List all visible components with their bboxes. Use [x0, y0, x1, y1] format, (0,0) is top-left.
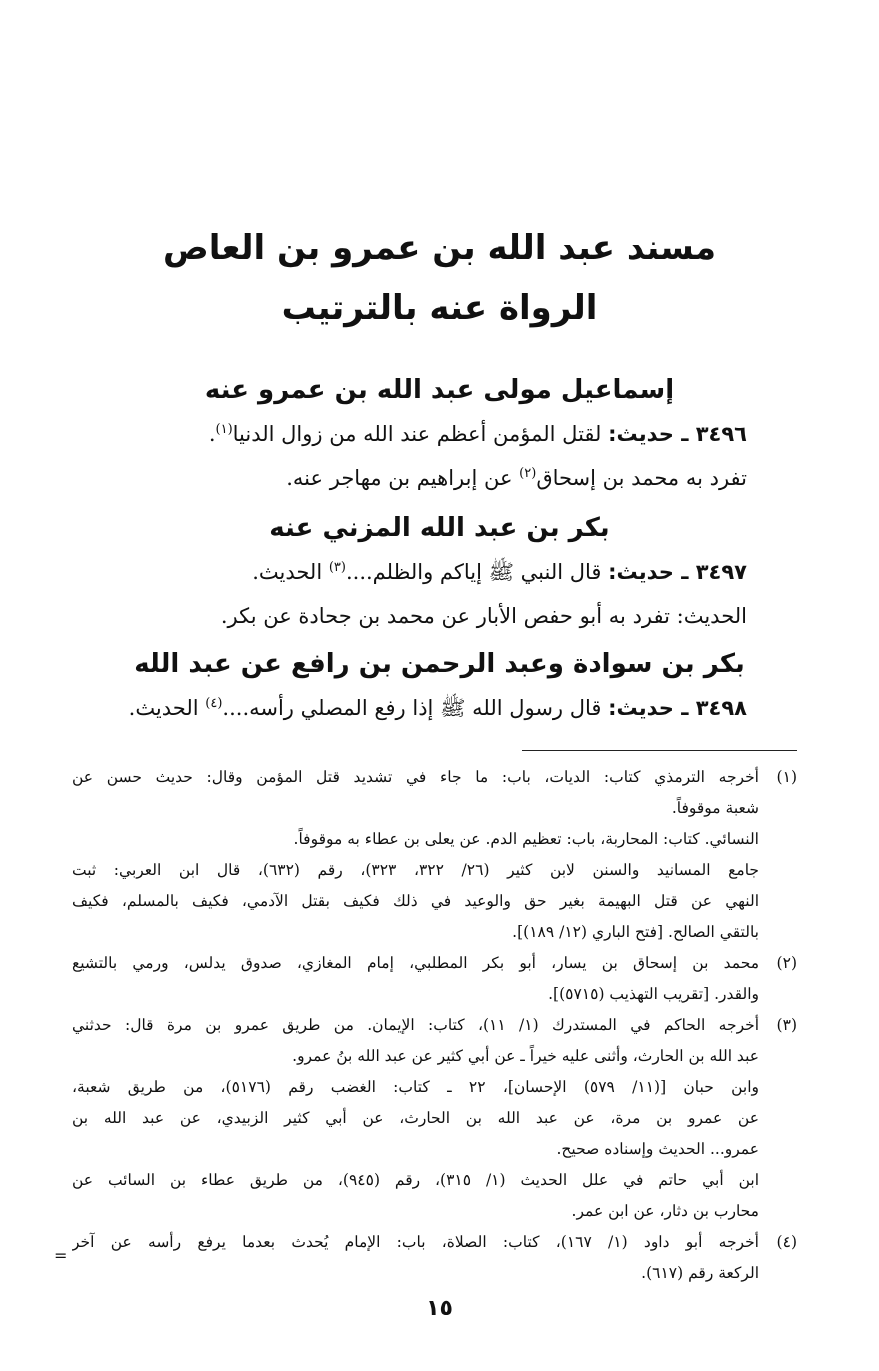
hadith-number: ٣٤٩٦ ـ حديث: — [608, 422, 747, 446]
footnote-line: النسائي. كتاب: المحاربة، باب: تعظيم الدم. عن يعلى بن عطاء به موقوفاً. — [293, 830, 759, 848]
footnote-number: (١) — [776, 768, 797, 786]
footnote-line: جامع المسانيد والسنن لابن كثير (٢٦/ ٣٢٢، ٣٢٣)، رقم (٦٣٢)، قال ابن العربي: ثبت — [72, 861, 759, 879]
footnote-line: بالتقي الصالح. [فتح الباري (١٢/ ١٨٩)]. — [512, 923, 759, 941]
footnote-line: النهي عن قتل البهيمة بغير حق والوعيد في ذلك فكيف بقتل الآدمي، فكيف بالمسلم، فكيف — [72, 892, 759, 910]
page-number: ١٥ — [426, 1296, 453, 1321]
hadith-end: الحديث. — [252, 560, 329, 584]
footnote-ref: (٣) — [328, 560, 346, 575]
footnote-line: عمرو... الحديث وإسناده صحيح. — [556, 1140, 759, 1158]
page-subtitle: الرواة عنه بالترتيب — [281, 288, 598, 328]
footnote-2 — [72, 948, 797, 1010]
note-end: عن إبراهيم بن مهاجر عنه. — [286, 466, 520, 490]
footnote-ref: (١) — [215, 422, 233, 437]
page-title: مسند عبد الله بن عمرو بن العاص — [163, 228, 716, 268]
footnote-line: محارب بن دثار، عن ابن عمر. — [571, 1202, 759, 1220]
hadith-text: قال رسول الله ﷺ إذا رفع المصلي رأسه.... — [222, 696, 609, 720]
hadith-3496 — [120, 418, 747, 450]
footnote-number: (٣) — [776, 1016, 797, 1034]
footnote-line: عن عمرو بن مرة، عن عبد الله بن الحارث، عن أبي كثير الزبيدي، عن عبد الله بن — [72, 1109, 759, 1127]
footnote-number: (٤) — [776, 1233, 797, 1251]
footnote-4 — [72, 1227, 797, 1289]
footnote-line: والقدر. [تقريب التهذيب (٥٧١٥)]. — [548, 985, 759, 1003]
footnote-line: أخرجه الترمذي كتاب: الديات، باب: ما جاء في تشديد قتل المؤمن وقال: حديث حسن عن — [72, 768, 759, 786]
narration-note-2: الحديث: تفرد به أبو حفص الأبار عن محمد بن جحادة عن بكر. — [220, 604, 747, 628]
footnote-line: محمد بن إسحاق بن يسار، أبو بكر المطلبي، إمام المغازي، صدوق يدلس، ورمي بالتشيع — [72, 954, 759, 972]
note-text: تفرد به محمد بن إسحاق — [536, 466, 747, 490]
hadith-number: ٣٤٩٨ ـ حديث: — [608, 696, 747, 720]
footnote-line: أخرجه أبو داود (١/ ١٦٧)، كتاب: الصلاة، باب: الإمام يُحدث بعدما يرفع رأسه عن آخر — [72, 1233, 759, 1251]
hadith-3497 — [120, 556, 747, 588]
footnote-line: شعبة موقوفاً. — [671, 799, 759, 817]
footnote-line: عبد الله بن الحارث، وأثنى عليه خيراً ـ عن أبي كثير عن عبد الله بنُ عمرو. — [292, 1047, 759, 1065]
footnote-ref: (٤) — [205, 696, 223, 711]
footnote-line: أخرجه الحاكم في المستدرك (١/ ١١)، كتاب: الإيمان. من طريق عمرو بن مرة قال: حدثني — [72, 1016, 759, 1034]
footnote-line: ابن أبي حاتم في علل الحديث (١/ ٣١٥)، رقم (٩٤٥)، من طريق عطاء بن السائب عن — [72, 1171, 759, 1189]
footnote-3 — [72, 1010, 797, 1227]
hadith-end: . — [208, 422, 216, 446]
footnote-separator — [522, 750, 797, 751]
hadith-number: ٣٤٩٧ ـ حديث: — [608, 560, 747, 584]
section-heading-2: بكر بن عبد الله المزني عنه — [269, 513, 610, 543]
footnote-line: الركعة رقم (٦١٧). — [641, 1264, 759, 1282]
hadith-text: قال النبي ﷺ إياكم والظلم.... — [345, 560, 609, 584]
hadith-3498 — [120, 692, 747, 724]
continuation-mark: = — [54, 1246, 68, 1265]
footnote-number: (٢) — [776, 954, 797, 972]
hadith-end: الحديث. — [128, 696, 206, 720]
section-heading-3: بكر بن سوادة وعبد الرحمن بن رافع عن عبد الله — [134, 649, 745, 679]
hadith-text: لقتل المؤمن أعظم عند الله من زوال الدنيا — [232, 422, 609, 446]
footnote-1 — [72, 762, 797, 948]
narration-note-1 — [120, 462, 747, 494]
section-heading-1: إسماعيل مولى عبد الله بن عمرو عنه — [204, 375, 675, 405]
footnote-line: وابن حبان [(١١/ ٥٧٩) الإحسان]، ٢٢ ـ كتاب: الغضب رقم (٥١٧٦)، من طريق شعبة، — [72, 1078, 759, 1096]
footnote-ref: (٢) — [519, 466, 537, 481]
